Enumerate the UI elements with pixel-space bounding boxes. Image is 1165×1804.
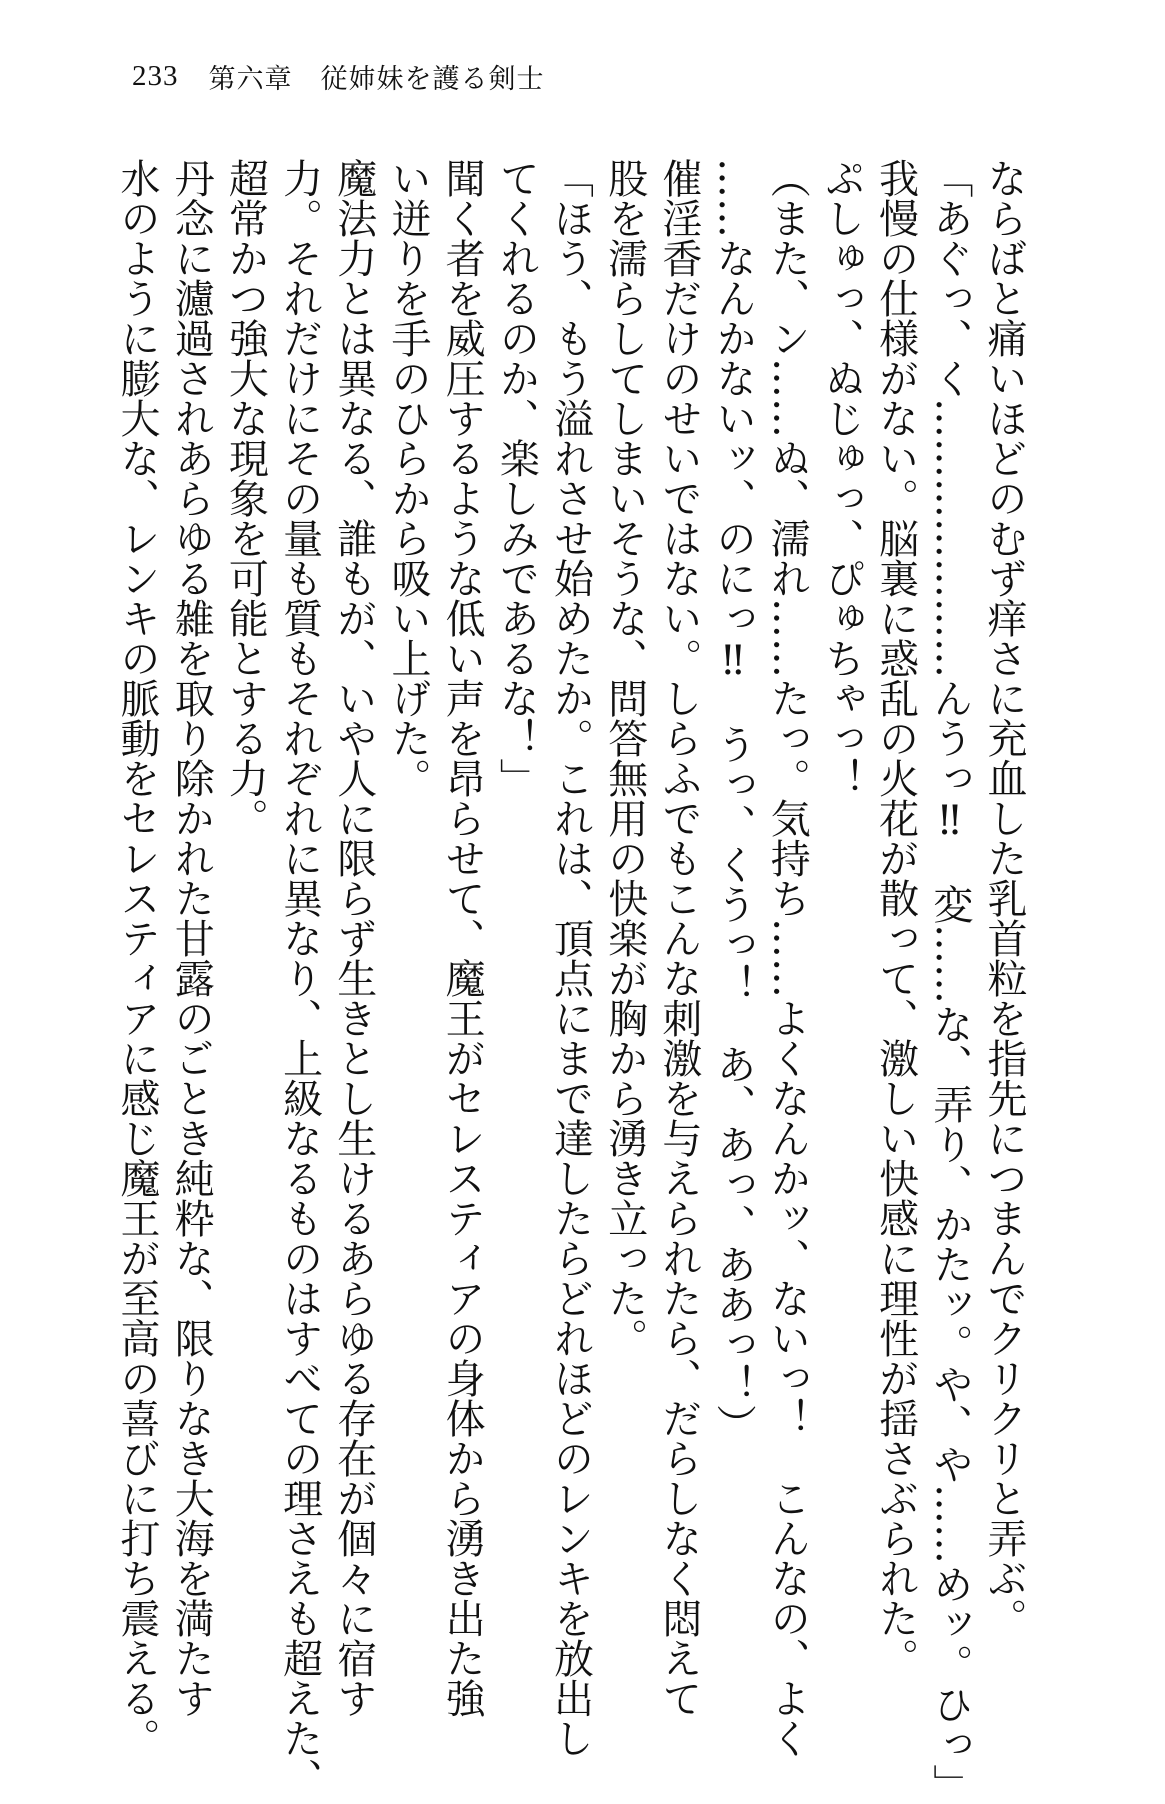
text-column: 「あぐっ、く…………………んうっ‼ 変……な、弄り、かたッ。や、や……めッ。ひっ」 — [926, 158, 973, 1804]
text-column: い迸りを手のひらから吸い上げた。 — [384, 158, 431, 798]
text-column: 丹念に濾過されあらゆる雑を取り除かれた甘露のごとき純粋な、限りなき大海を満たす — [168, 158, 215, 1718]
text-column: てくれるのか、楽しみであるな！」 — [493, 158, 540, 798]
text-column: ……なんかないッ、のにっ‼ うっ、くうっ！ あ、あっ、ああっ！） — [710, 158, 757, 1444]
text-column: 我慢の仕様がない。脳裏に惑乱の火花が散って、激しい快感に理性が揺さぶられた。 — [872, 158, 919, 1678]
page-header — [132, 56, 545, 96]
text-column: ぷしゅっ、ぬじゅっ、ぴゅちゃっ！ — [818, 158, 865, 798]
text-column: 魔法力とは異なる、誰もが、いや人に限らず生きとし生けるあらゆる存在が個々に宿す — [330, 158, 377, 1718]
text-column: 聞く者を威圧するような低い声を昂らせて、魔王がセレスティアの身体から湧き出た強 — [439, 158, 486, 1718]
text-column: 「ほう、もう溢れさせ始めたか。これは、頂点にまで達したらどれほどのレンキを放出し — [547, 158, 594, 1758]
text-column: 股を濡らしてしまいそうな、問答無用の快楽が胸から湧き立った。 — [601, 158, 648, 1358]
text-column: 超常かつ強大な現象を可能とする力。 — [222, 158, 269, 838]
text-column: （また、ン……ぬ、濡れ……たっ。気持ち……よくなんかッ、ないっ！ こんなの、よく — [764, 158, 811, 1758]
text-column: 水のように膨大な、レンキの脈動をセレスティアに感じ魔王が至高の喜びに打ち震える。 — [114, 158, 160, 1758]
text-column: 催淫香だけのせいではない。しらふでもこんな刺激を与えられたら、だらしなく悶えて — [655, 158, 702, 1718]
page-number: 233 — [132, 59, 179, 92]
vertical-text-body — [114, 158, 1030, 1804]
text-column: ならばと痛いほどのむず痒さに充血した乳首粒を指先につまんでクリクリと弄ぶ。 — [981, 158, 1027, 1638]
chapter-title: 第六章 従姉妹を護る剣士 — [208, 63, 545, 95]
text-column: 力。それだけにその量も質もそれぞれに異なり、上級なるものはすべての理さえも超えた、 — [276, 158, 323, 1798]
